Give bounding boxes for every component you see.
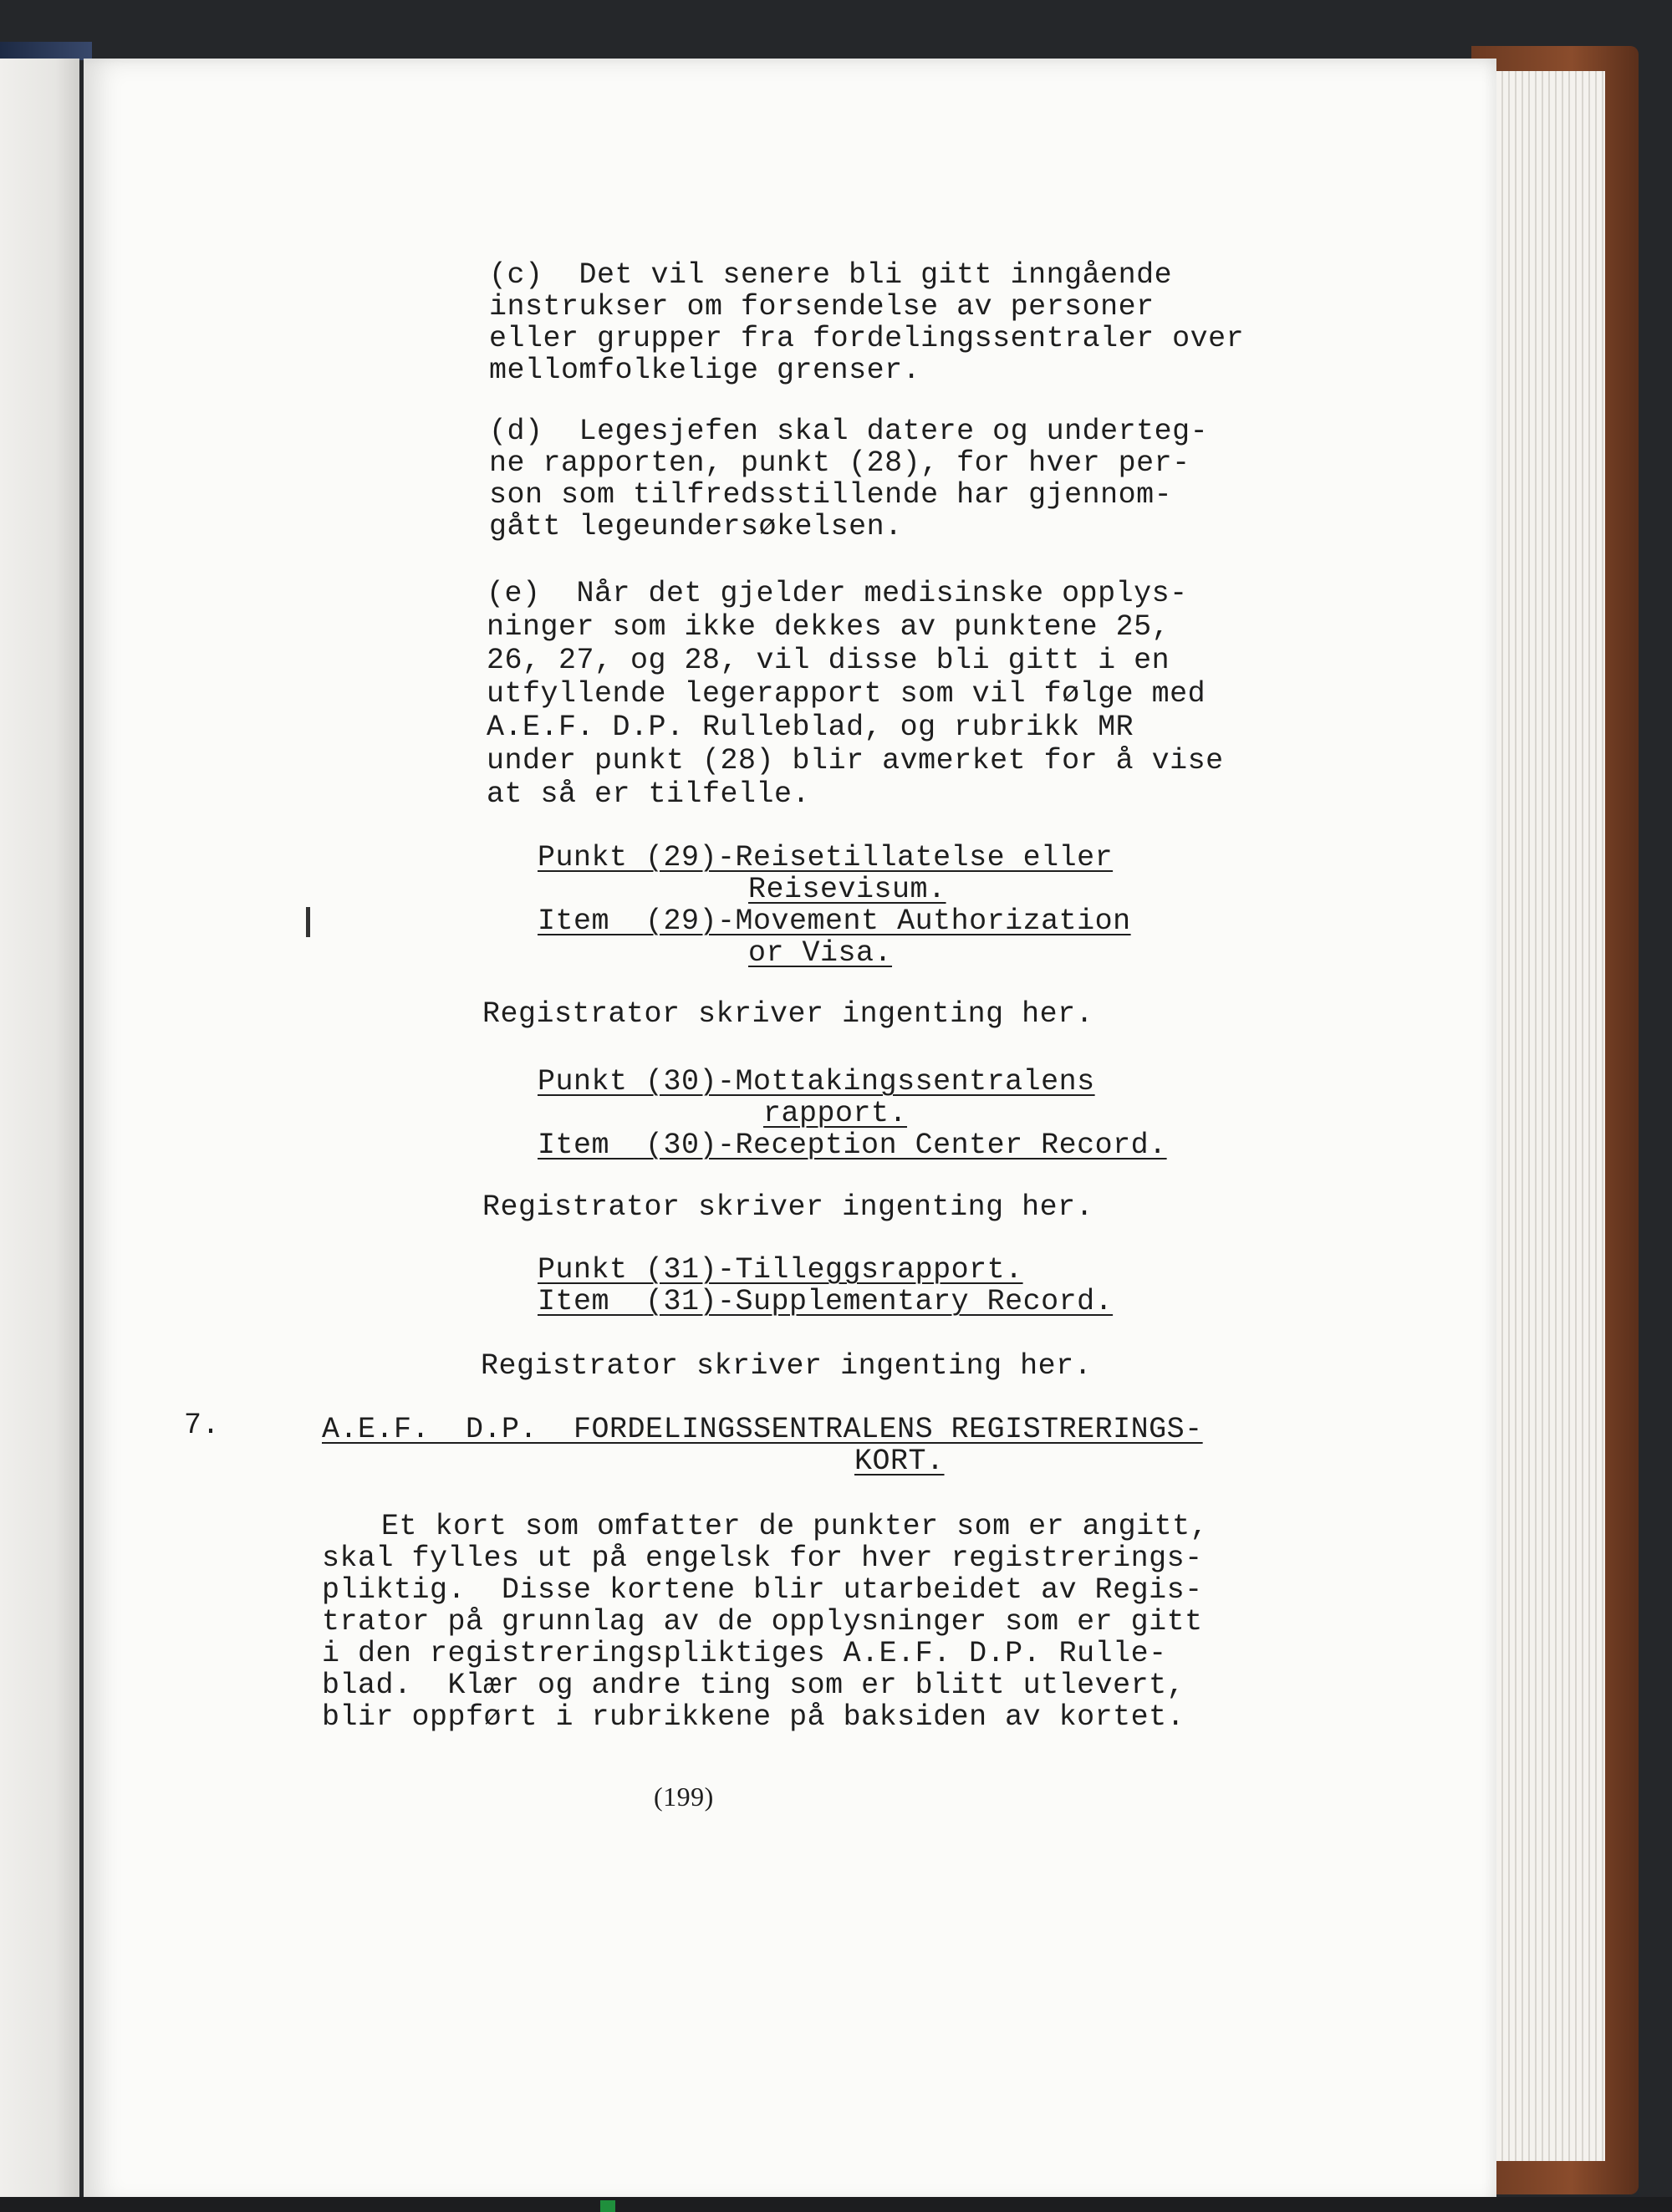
item-heading-line: rapport.	[763, 1097, 908, 1130]
text-line: (e) Når det gjelder medisinske opplys-	[487, 577, 1188, 610]
text-line: at så er tilfelle.	[487, 777, 811, 811]
item-heading-line: Item (31)-Supplementary Record.	[538, 1285, 1114, 1318]
left-page-edge	[0, 59, 79, 2199]
text-line: ne rapporten, punkt (28), for hver per-	[489, 446, 1190, 480]
item-heading-line: Punkt (30)-Mottakingssentralens	[538, 1065, 1095, 1098]
registrator-note: Registrator skriver ingenting her.	[482, 1190, 1094, 1224]
text-line: A.E.F. D.P. Rulleblad, og rubrikk MR	[487, 711, 1134, 744]
page-number: (199)	[654, 1781, 714, 1812]
item-heading-line: Punkt (29)-Reisetillatelse eller	[538, 841, 1114, 874]
text-line: son som tilfredsstillende har gjennom-	[489, 478, 1173, 512]
registrator-note: Registrator skriver ingenting her.	[481, 1349, 1093, 1383]
item-heading-line: Item (29)-Movement Authorization	[538, 905, 1131, 938]
text-line: 26, 27, og 28, vil disse bli gitt i en	[487, 644, 1170, 677]
text-line: under punkt (28) blir avmerket for å vise	[487, 744, 1224, 777]
text-line: blir oppført i rubrikkene på baksiden av kortet.	[322, 1700, 1185, 1734]
text-line: (c) Det vil senere bli gitt inngående	[489, 258, 1173, 292]
item-heading-line: Reisevisum.	[748, 873, 946, 906]
color-marker	[600, 2200, 615, 2212]
text-line: blad. Klær og andre ting som er blitt utlevert,	[322, 1669, 1185, 1702]
scan-bottom-edge	[0, 2197, 1672, 2212]
text-line: mellomfolkelige grenser.	[489, 354, 921, 387]
text-line: i den registreringspliktiges A.E.F. D.P. Rulle-	[322, 1637, 1167, 1670]
text-line: eller grupper fra fordelingssentraler over	[489, 322, 1245, 355]
page-stack-edge	[1496, 71, 1605, 2161]
text-line: trator på grunnlag av de opplysninger som er gitt	[322, 1605, 1203, 1639]
text-line: ninger som ikke dekkes av punktene 25,	[487, 610, 1170, 644]
item-heading-line: Item (30)-Reception Center Record.	[538, 1129, 1167, 1162]
item-heading-line: or Visa.	[748, 936, 893, 970]
item-heading-line: Punkt (31)-Tilleggsrapport.	[538, 1253, 1023, 1287]
book-spine	[0, 42, 92, 60]
text-line: instrukser om forsendelse av personer	[489, 290, 1155, 324]
text-line: utfyllende legerapport som vil følge med	[487, 677, 1206, 711]
section-number: 7.	[184, 1409, 221, 1442]
text-line: skal fylles ut på engelsk for hver registrerings-	[322, 1542, 1203, 1575]
section-heading-line: KORT.	[854, 1445, 945, 1478]
text-line: Et kort som omfatter de punkter som er angitt,	[381, 1510, 1209, 1543]
section-heading-line: A.E.F. D.P. FORDELINGSSENTRALENS REGISTRERINGS-	[322, 1413, 1203, 1446]
text-line: pliktig. Disse kortene blir utarbeidet av Regis-	[322, 1573, 1203, 1607]
text-line: gått legeundersøkelsen.	[489, 510, 903, 543]
registrator-note: Registrator skriver ingenting her.	[482, 997, 1094, 1031]
text-line: (d) Legesjefen skal datere og underteg-	[489, 415, 1209, 448]
margin-mark	[306, 907, 310, 937]
